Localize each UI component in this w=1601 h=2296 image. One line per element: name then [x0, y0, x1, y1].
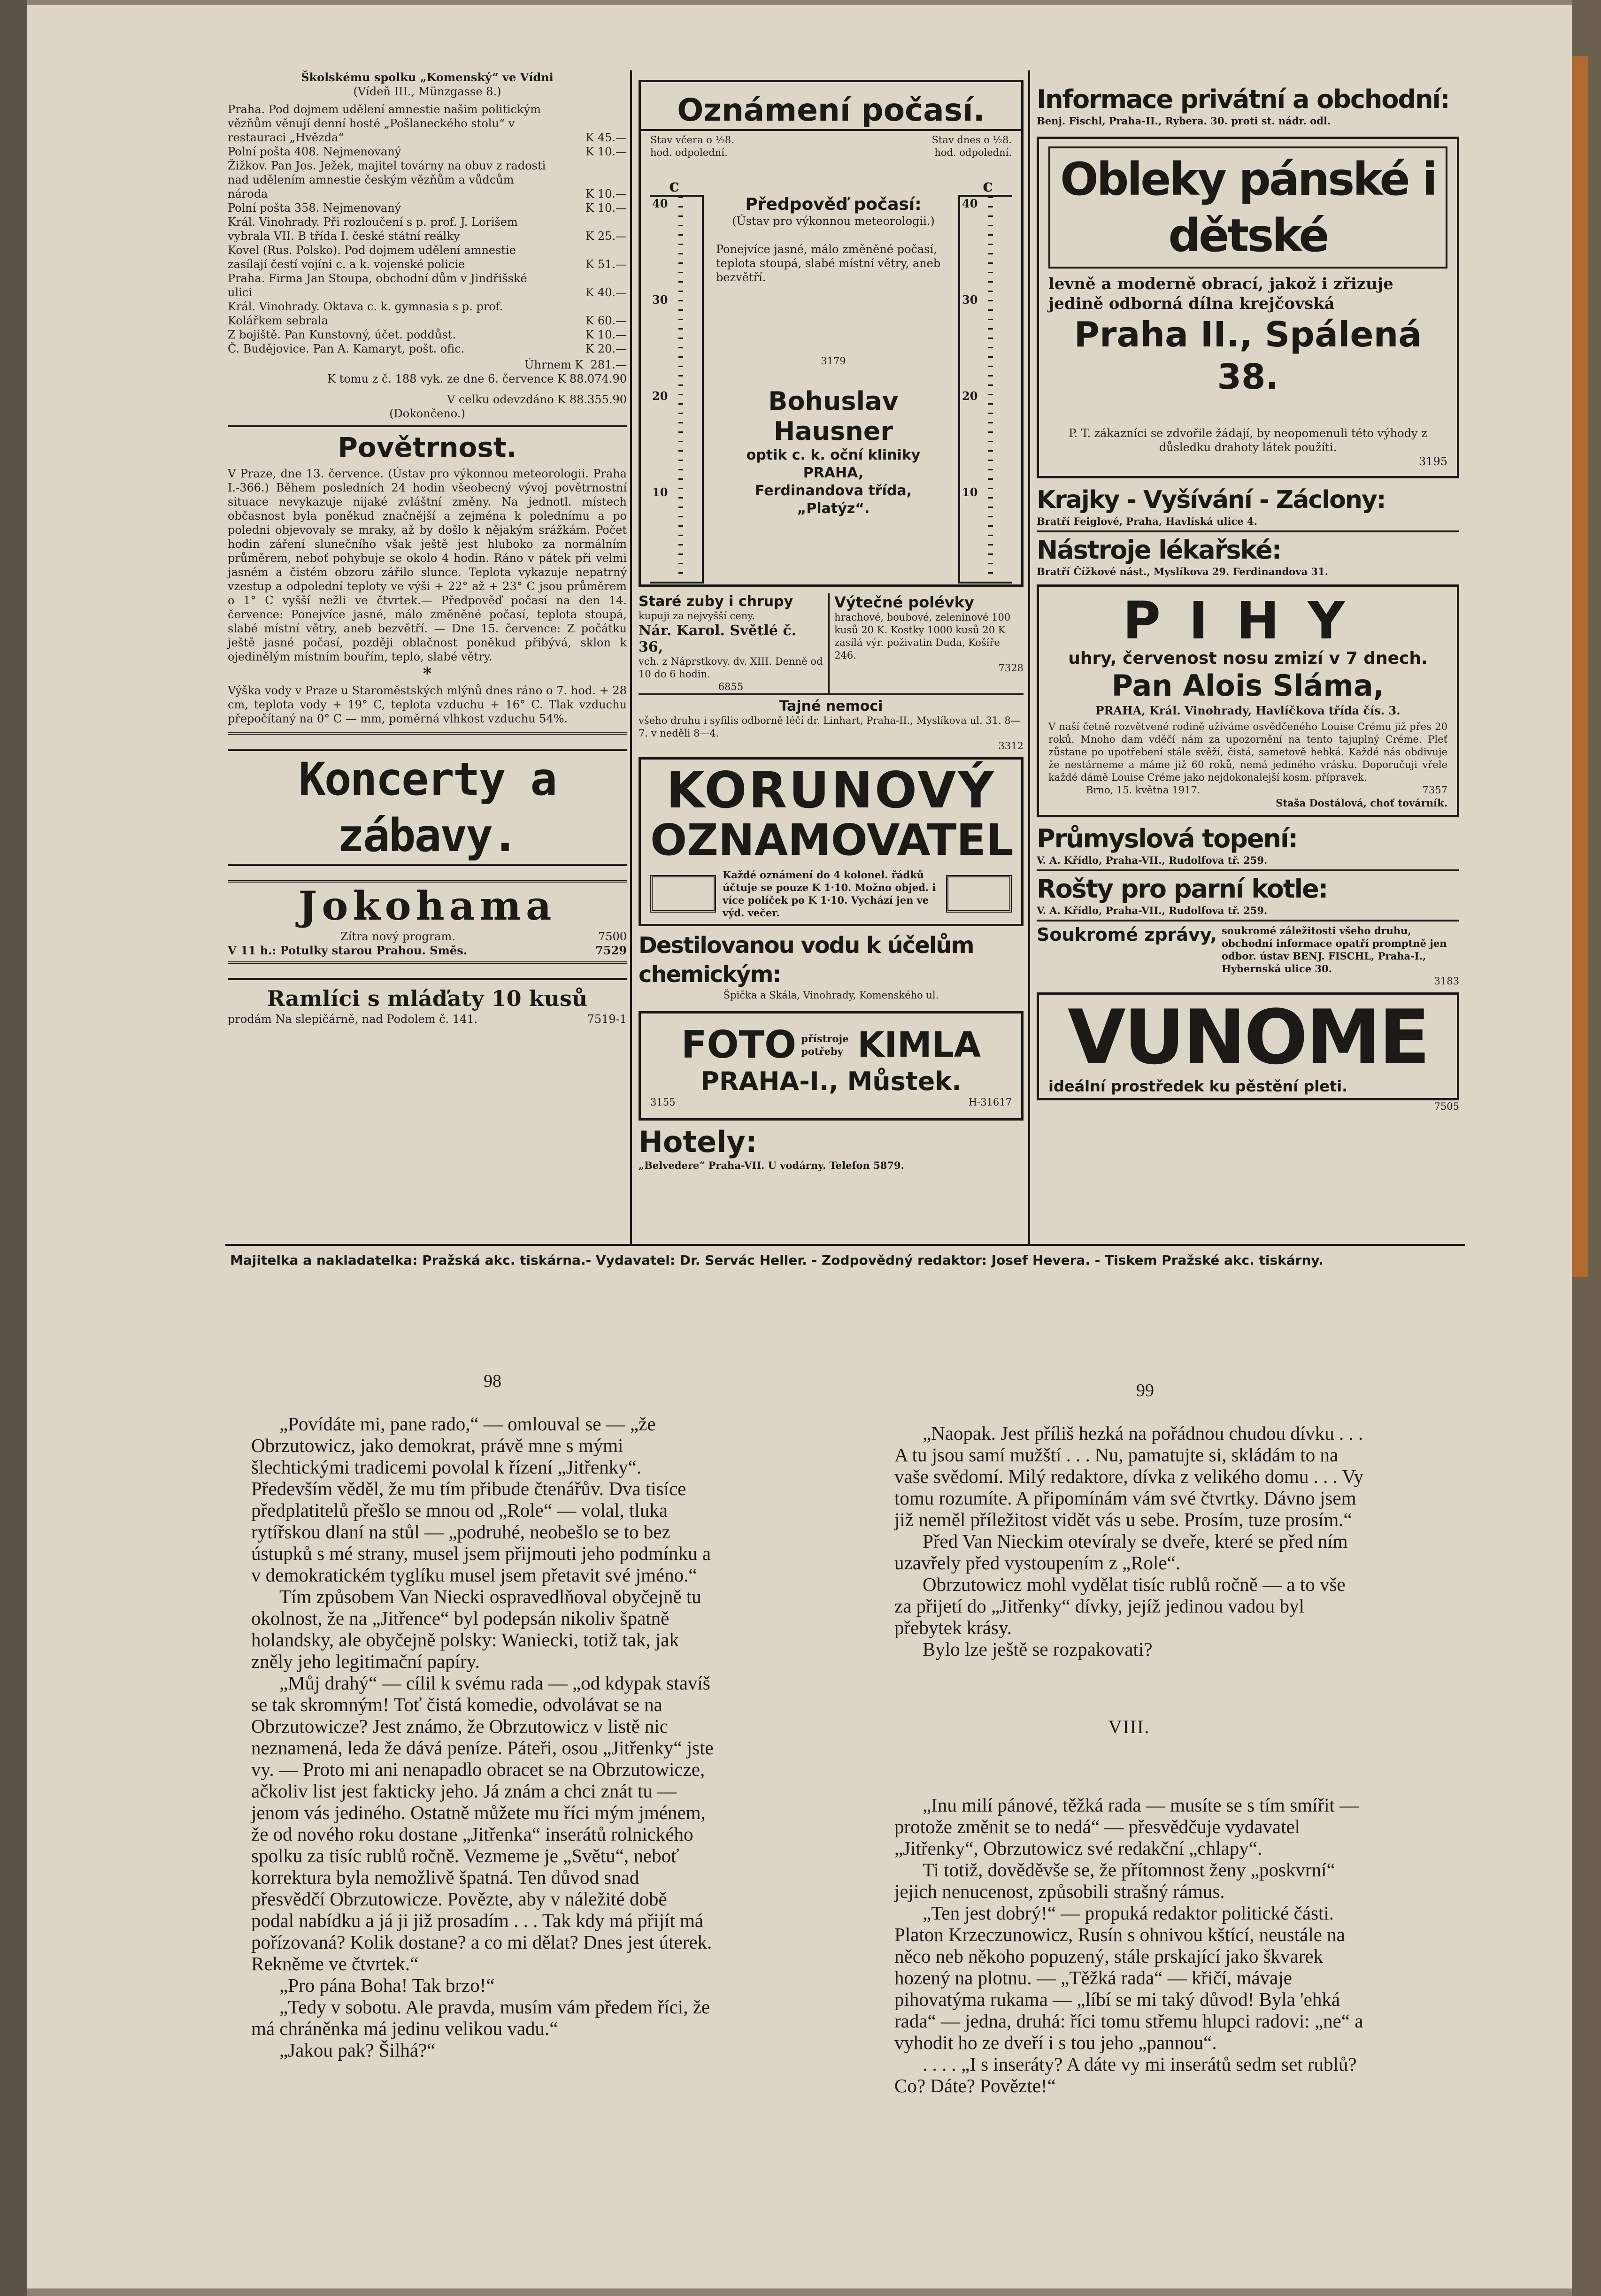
book-paragraph: „Inu milí pánové, těžká rada — musíte se s tím smířit — protože změnit se to nedá“ — přesvědčuje vydavatel „Jitřenky“, Obrzutowicz své redakční „chlapy“.	[894, 1794, 1359, 1859]
donation-previous: K tomu z č. 188 vyk. ze dne 6. července K 88.074.90	[327, 372, 627, 385]
book-paragraph: „Naopak. Jest příliš hezká na pořádnou chudou dívku . . . A tu jsou samí mužští . . . Nu, pamatujte si, skládám to na vaše svědomí. Milý redaktore, dívka z velikého domu . . . Vy tomu rozumíte. A připomínám vám své čtvrtky. Dávno jsem již neměl příležitost vidět vás u sebe. Prosím, tuze prosím.“	[894, 1422, 1363, 1530]
donation-text: Polní pošta 358. Nejmenovaný	[228, 201, 401, 215]
soukrome-code: 3183	[1434, 975, 1459, 987]
krajky-title: Krajky - Vyšívání - Záclony:	[1037, 486, 1385, 514]
obleky-note: P. T. zákazníci se zdvořile žádají, by neopomenuli této výhody z důsledku drahoty látek použíti.	[1069, 427, 1427, 454]
korunovy-ornament-left	[650, 875, 716, 913]
weather-box-title: Oznámení počasí.	[641, 92, 1021, 131]
stav-vcera: Stav včera o ½8. hod. odpolední.	[650, 134, 734, 158]
obleky-title: Obleky pánské i dětské	[1048, 146, 1447, 269]
zuby-code: 6855	[718, 681, 744, 692]
donation-text: Č. Budějovice. Pan A. Kamaryt, pošt. ofic.	[228, 342, 465, 355]
book-paragraph: . . . . „I s inseráty? A dáte vy mi inserátů sedm set rublů? Co? Dáte? Povězte!“	[894, 2053, 1357, 2096]
pihy-text: uhry, červenost nosu zmizí v 7 dnech.	[1068, 649, 1428, 668]
ramlici-row: prodám Na slepičárně, nad Podolem č. 141. 7519-1	[228, 1013, 627, 1026]
stav-dnes: Stav dnes o ½8. hod. odpolední.	[931, 134, 1012, 158]
tajne-code: 3312	[998, 740, 1024, 752]
nastroje-title: Nástroje lékařské:	[1037, 535, 1281, 565]
hausner-line3: Ferdinandova třída,	[755, 483, 912, 499]
thermometer-left: 40 30 20 10	[650, 195, 704, 584]
vunome-box	[1037, 992, 1459, 1100]
forecast-title: Předpověď počasí:	[745, 195, 922, 214]
polevky-title: Výtečné polévky	[834, 593, 974, 611]
donation-amount: K 51.—	[585, 258, 627, 271]
slama-date-row: Brno, 15. května 1917. 7357	[1086, 784, 1447, 796]
book-paragraph: Obrzutowicz mohl vydělat tisíc rublů ročně — a to vše za přijetí do „Jitřenky“ dívky, jejíž jedinou vadou byl přebytek krásy.	[894, 1574, 1346, 1638]
soukrome-ad	[1037, 924, 1459, 975]
foto-word: FOTO	[681, 1023, 797, 1067]
book-paragraph: „Jakou pak? Šilhá?“	[279, 2039, 436, 2061]
donation-amount: K 40.—	[585, 286, 627, 299]
obleky-address: Praha II., Spálená 38.	[1074, 315, 1422, 397]
topeni-title: Průmyslová topení:	[1037, 824, 1298, 853]
donation-amount: K 10.—	[585, 187, 627, 200]
donation-text: Král. Vinohrady. Oktava c. k. gymnasia s p. prof. Kolářkem sebrala	[228, 300, 503, 327]
hausner-line1: optik c. k. oční kliniky	[746, 447, 921, 463]
tajne-text: všeho druhu i syfilis odborně léčí dr. Linhart, Praha-II., Myslíkova ul. 31. 8—7. v neděli 8—4.	[639, 715, 1021, 739]
ornament-border-bottom	[228, 961, 627, 980]
water-text: Výška vody v Praze u Staroměstských mlýnů dnes ráno o 7. hod. + 28 cm, teplota vody + 19° C, teplota vzduchu + 16° C. Tlak vzduchu přepočítaný na 0° C — mm, poměrná vlhkost vzduchu 54%.	[228, 684, 627, 725]
thermometer-right: 40 30 20 10	[958, 195, 1012, 584]
zuby-title: Staré zuby i chrupy	[639, 593, 793, 610]
vunome-text: ideální prostředek ku pěstění pleti.	[1048, 1077, 1348, 1095]
donation-amount: K 10.—	[585, 201, 627, 215]
donation-row	[228, 243, 627, 271]
donation-row	[228, 271, 627, 299]
zuby-name: Nár. Karol. Světlé č. 36,	[639, 622, 797, 655]
slama-text: V naší četně rozvětvené rodině užíváme osvědčeného Louise Crému již přes 20 roků. Mnoho dam vděčí nám za upozornění na tento tajuplný Créme. Pleť zůstane po upotřebení stále svěží, čistá, sametově hebká. Každé nás obdivuje že nestárneme a máme již 60 roků, nemá jediného vrásku. Doporučuji vřele každé dámě Louise Créme jako nejdokonalejší kosm. přípravek.	[1048, 721, 1447, 783]
soukrome-text: soukromé záležitosti všeho druhu, obchodní informace opatří promptně jen odbor. ústav BENJ. FISCHL, Praha-I., Hybernská ulice 30.	[1221, 925, 1447, 975]
obleky-box	[1037, 137, 1459, 478]
polevky-text: hrachové, boubové, zeleninové 100 kusů 20 K. Kostky 1000 kusů 20 K zasílá výr. poživatin Duda, Košíře 246.	[834, 612, 1011, 661]
unit-right: c	[983, 176, 993, 196]
foto-row	[650, 1023, 1012, 1067]
korunovy-line2: OZNAMOVATEL	[650, 815, 1014, 865]
polevky-code: 7328	[998, 662, 1024, 674]
donation-text: Žižkov. Pan Jos. Ježek, majitel továrny na obuv z radosti nad udělením amnestie českým vězňům a vůdcům národa	[228, 159, 546, 200]
weather-title: Povětrnost.	[338, 431, 517, 463]
krajky-text: Bratří Feiglové, Praha, Havlíská ulice 4.	[1037, 515, 1257, 527]
asterisk-divider: *	[423, 664, 432, 683]
vunome-title: VUNOME	[1067, 993, 1429, 1081]
book-right-part2	[894, 1794, 1364, 2096]
obleky-code: 3195	[1418, 455, 1447, 468]
pihy-title: PIHY	[1123, 591, 1373, 651]
forecast-source: (Ústav pro výkonnou meteorologii.)	[732, 215, 935, 228]
hausner-line4: „Platýz“.	[797, 500, 870, 517]
chapter-heading: VIII.	[1108, 1716, 1150, 1737]
rosty-text: V. A. Křídlo, Praha-VII., Rudolfova tř. 259.	[1037, 905, 1268, 916]
donation-amount: K 10.—	[585, 328, 627, 341]
donation-text: Polní pošta 408. Nejmenovaný	[228, 145, 401, 158]
book-paragraph: „Povídáte mi, pane rado,“ — omlouval se — „že Obrzutowicz, jako demokrat, právě mne s mými šlechtickými tradicemi povolal k řízení „Jitřenky“. Především věděl, že mu tím přibude čtenářův. Dva tisíce předplatitelů přešlo se mnou od „Role“ — volal, tluka rytířskou dlaní na stůl — „podruhé, neobešlo se to bez ústupků s mé strany, musel jsem přijmouti jeho podmínku a v demokratickém tyglíku musel jsem přetavit své jméno.“	[251, 1413, 711, 1586]
komensky-address: (Vídeň III., Münzgasse 8.)	[353, 85, 501, 98]
book-paragraph: „Můj drahý“ — cílil k svému rada — „od kdypak stavíš se tak skromným! Toť čistá komedie, odvolávat se na Obrzutowicze? Jest známo, že Obrzutowicz v listě nic neznamená, leda že dává peníze. Páteři, osou „Jitřenky“ jste vy. — Proto mi ani nenapadlo obracet se na Obrzutowicze, ačkoliv list jest fakticky jeho. Já znám a chci znát tu — jenom vás jediného. Ostatně můžete mu říci mým jménem, že od nového roku dostane „Jitřenka“ inserátů rolnického spolku za tisíc rublů ročně. Vezmeme je „Světu“, neboť korrektura byla nemožlivě špatná. Ten důvod snad přesvědčí Obrzutowicze. Povězte, aby v náležité době podal nabídku a já ji již prosadím . . . Tak kdy má přijít má pořízovaná? Kolik dostane? a co mi dělat? Dnes jest úterek. Rekněme ve čtvrtek.“	[251, 1672, 714, 1974]
donation-row	[228, 201, 627, 215]
left-column	[228, 70, 627, 1026]
slama-address: PRAHA, Král. Vinohrady, Havlíčkova třída čís. 3.	[1095, 704, 1401, 717]
zuby-ad	[639, 593, 830, 693]
page-number-right: 99	[1136, 1381, 1154, 1400]
hausner-line2: PRAHA,	[803, 465, 864, 481]
book-paragraph: Tím způsobem Van Niecki ospravedlňoval obyčejně tu okolnost, že na „Jitřence“ byl podepsán nikoliv špatně holandsky, ale obyčejně polsky: Waniecki, totiž tak, jak zněly jeho legitimační papíry.	[251, 1586, 701, 1672]
book-paragraph: „Ten jest dobrý!“ — propuká redaktor politické části. Platon Krzeczunowicz, Rusín s ohnivou kštící, neustále na něco neb někoho popuzený, stále prskající jako škvarek hozený na plotnu. — „Těžká rada“ — křičí, mávaje pihovatýma rukama — „líbí se mi taký důvod! Byla 'ehká rada“ — jedna, druhá: říci tomu střemu hlupci radovi: „ne“ a vyhodit ho ze dveří i s tou jeho „pannou“.	[894, 1902, 1363, 2053]
donation-list	[228, 102, 627, 356]
donation-sum: Úhrnem K 281.—	[524, 358, 627, 371]
tajne-title: Tajné nemoci	[779, 698, 883, 714]
zuby-text2: vch. z Náprstkovy. dv. XIII. Denně od 10 do 6 hodin.	[639, 656, 823, 680]
donation-row	[228, 145, 627, 159]
donation-amount: K 60.—	[585, 314, 627, 327]
weather-text: V Praze, dne 13. července. (Ústav pro výkonnou meteorologii. Praha I.-366.) Během posledních 24 hodin všeobecný vývoj povětrnostní situace nevykazuje nijaké zvláštní změny. Na jednotl. místech občasnost byla poněkud značnější a zejména k polednímu a po poledni objevovaly se mraky, až by došlo k nějakým srážkám. Počet hodin záření slunečního však ještě jest hluboko za normálním průměrem, neboť pohybuje se okolo 4 hodin. Ráno v pátek při velmi jasném a čistém obzoru zářilo slunce. Teplota vykazuje nepatrný vzestup a odpolední teploty ve výši + 22° až + 23° C jsou průměrem o 1° C vyšší nežli ve čtvrtek.— Předpověď počasí na den 14. července: Ponejvíce jasné, málo změněné počasí, teplota stoupá, slabé místní větry, aneb bezvětří. — Dne 15. července: Z počátku ještě jasné počasí, později oblačnost poněkud přibývá, sklon k ojedinělým místním bouřím, teplo, slabé větry.	[228, 467, 627, 663]
jokohama-title: Jokohama	[298, 883, 556, 929]
donation-text: Praha. Firma Jan Stoupa, obchodní dům v Jindřišské ulici	[228, 272, 527, 299]
concerts-title: Koncerty a zábavy.	[299, 753, 556, 862]
rosty-title: Rošty pro parní kotle:	[1037, 874, 1328, 904]
soukrome-title: Soukromé zprávy,	[1037, 924, 1217, 945]
komensky-title: Školskému spolku „Komenský“ ve Vídni	[301, 70, 554, 84]
hausner-code: 3179	[821, 355, 846, 367]
book-paragraph: „Tedy v sobotu. Ale pravda, musím vám předem říci, že má chráněnka má jedinu velikou vadu.“	[251, 1996, 710, 2039]
book-paragraph: „Pro pána Boha! Tak brzo!“	[279, 1974, 495, 1996]
slama-name: Pan Alois Sláma,	[1111, 668, 1385, 703]
jokohama-line-row: V 11 h.: Potulky starou Prahou. Směs. 7529	[228, 944, 627, 957]
donation-row	[228, 215, 627, 243]
info-text: Benj. Fischl, Praha-II., Rybera. 30. proti st. nádr. odl.	[1037, 115, 1331, 127]
right-column	[1037, 84, 1459, 1113]
donation-text: Kovel (Rus. Polsko). Pod dojmem udělení amnestie zasílají čestí vojíni c. a k. vojenské policie	[228, 244, 516, 271]
donation-total: V celku odevzdáno K 88.355.90	[446, 393, 627, 406]
column-rule-1	[630, 70, 632, 1244]
donation-row	[228, 102, 627, 145]
zuby-text: kupuji za nejvyšší ceny.	[639, 610, 755, 622]
foto-small: přístroje potřeby	[801, 1032, 849, 1057]
jokohama-sub-row: Zítra nový program. 7500	[340, 930, 627, 943]
korunovy-ornament-right	[946, 875, 1012, 913]
middle-column	[639, 80, 1024, 1172]
scan-edge-strip	[1572, 56, 1588, 1277]
book-page-left	[251, 1413, 714, 2061]
forecast-text: Ponejvíce jasné, málo změněné počasí, teplota stoupá, slabé místní větry, aneb bezvětří.	[716, 243, 941, 284]
book-paragraph: Bylo lze ještě se rozpakovati?	[923, 1638, 1153, 1660]
vunome-code: 7505	[1434, 1101, 1459, 1112]
masthead-bottom: Majitelka a nakladatelka: Pražská akc. tiskárna.- Vydavatel: Dr. Servác Heller. - Zodpovědný redaktor: Josef Hevera. - Tiskem Pražské akc. tiskárny.	[230, 1252, 1324, 1268]
destil-title: Destilovanou vodu k účelům chemickým:	[639, 932, 974, 988]
page-number-left: 98	[484, 1371, 501, 1391]
donation-amount: K 45.—	[585, 131, 627, 144]
korunovy-footer	[650, 868, 1012, 919]
donation-note: (Dokončeno.)	[389, 407, 465, 420]
book-right-part1	[894, 1422, 1364, 1660]
weather-box	[639, 80, 1024, 587]
foto-address: PRAHA-I., Můstek.	[700, 1067, 962, 1096]
donation-row	[228, 159, 627, 201]
donation-text: Praha. Pod dojmem udělení amnestie našim politickým vězňům věnují denní hosté „Pošlaneckého stolu“ v restauraci „Hvězda“	[228, 103, 541, 144]
hausner-name: Bohuslav Hausner	[768, 386, 899, 446]
destil-text: Špička a Skála, Vinohrady, Komenského ul.	[723, 990, 939, 1001]
hotely-title: Hotely:	[639, 1125, 757, 1159]
scan-edge-left	[0, 0, 27, 2296]
donation-amount: K 20.—	[585, 342, 627, 355]
ornament-border-mid	[228, 864, 627, 883]
ornament-border-top	[228, 732, 627, 751]
korunovy-line1: KORUNOVÝ	[666, 761, 996, 819]
donation-row	[228, 342, 627, 356]
foto-name: KIMLA	[857, 1024, 981, 1065]
book-paragraph: Před Van Nieckim otevíraly se dveře, které se před ním uzavřely před vystoupením z „Role“.	[894, 1530, 1348, 1574]
obleky-text: levně a moderně obrací, jakož i zřizuje jedině odborná dílna krejčovská	[1048, 275, 1393, 313]
slama-signature: Staša Dostálová, choť továrník.	[1276, 797, 1447, 809]
small-ads-row	[639, 593, 1024, 695]
donation-amount: K 10.—	[585, 145, 627, 158]
pihy-box	[1037, 584, 1459, 817]
topeni-text: V. A. Křídlo, Praha-VII., Rudolfova tř. 259.	[1037, 854, 1268, 866]
polevky-ad	[830, 593, 1024, 693]
forecast-block	[716, 195, 951, 518]
foto-kimla-box	[639, 1011, 1024, 1121]
hotely-text: „Belvedere“ Praha-VII. U vodárny. Telefon 5879.	[639, 1160, 904, 1171]
nastroje-text: Bratří Čížkové nást., Myslíkova 29. Ferdinandova 31.	[1037, 566, 1328, 577]
book-page-right	[894, 1422, 1364, 2096]
donation-text: Z bojiště. Pan Kunstovný, účet. poddůst.	[228, 328, 456, 341]
donation-row	[228, 299, 627, 328]
column-rule-2	[1028, 70, 1030, 1244]
info-title: Informace privátní a obchodní:	[1037, 84, 1449, 114]
donation-row	[228, 328, 627, 342]
foto-codes: 3155 H-31617	[650, 1097, 1012, 1108]
donation-text: Král. Vinohrady. Při rozloučení s p. prof. J. Lorišem vybrala VII. B třída I. české státní reálky	[228, 215, 518, 243]
ramlici-title: Ramlíci s mláďaty 10 kusů	[267, 986, 588, 1011]
donation-amount: K 25.—	[585, 230, 627, 243]
book-paragraph: Ti totiž, dověděvše se, že přítomnost ženy „poskvrní“ jejich nenucenost, způsobili strašný rámus.	[894, 1859, 1335, 1902]
korunovy-text: Každé oznámení do 4 kolonel. řádků účtuje se pouze K 1·10. Možno objed. i více políček po K 1·10. Vychází jen ve výd. večer.	[723, 869, 936, 919]
unit-left: c	[669, 176, 679, 196]
masthead-rule	[225, 1244, 1465, 1246]
korunovy-box	[639, 757, 1024, 926]
